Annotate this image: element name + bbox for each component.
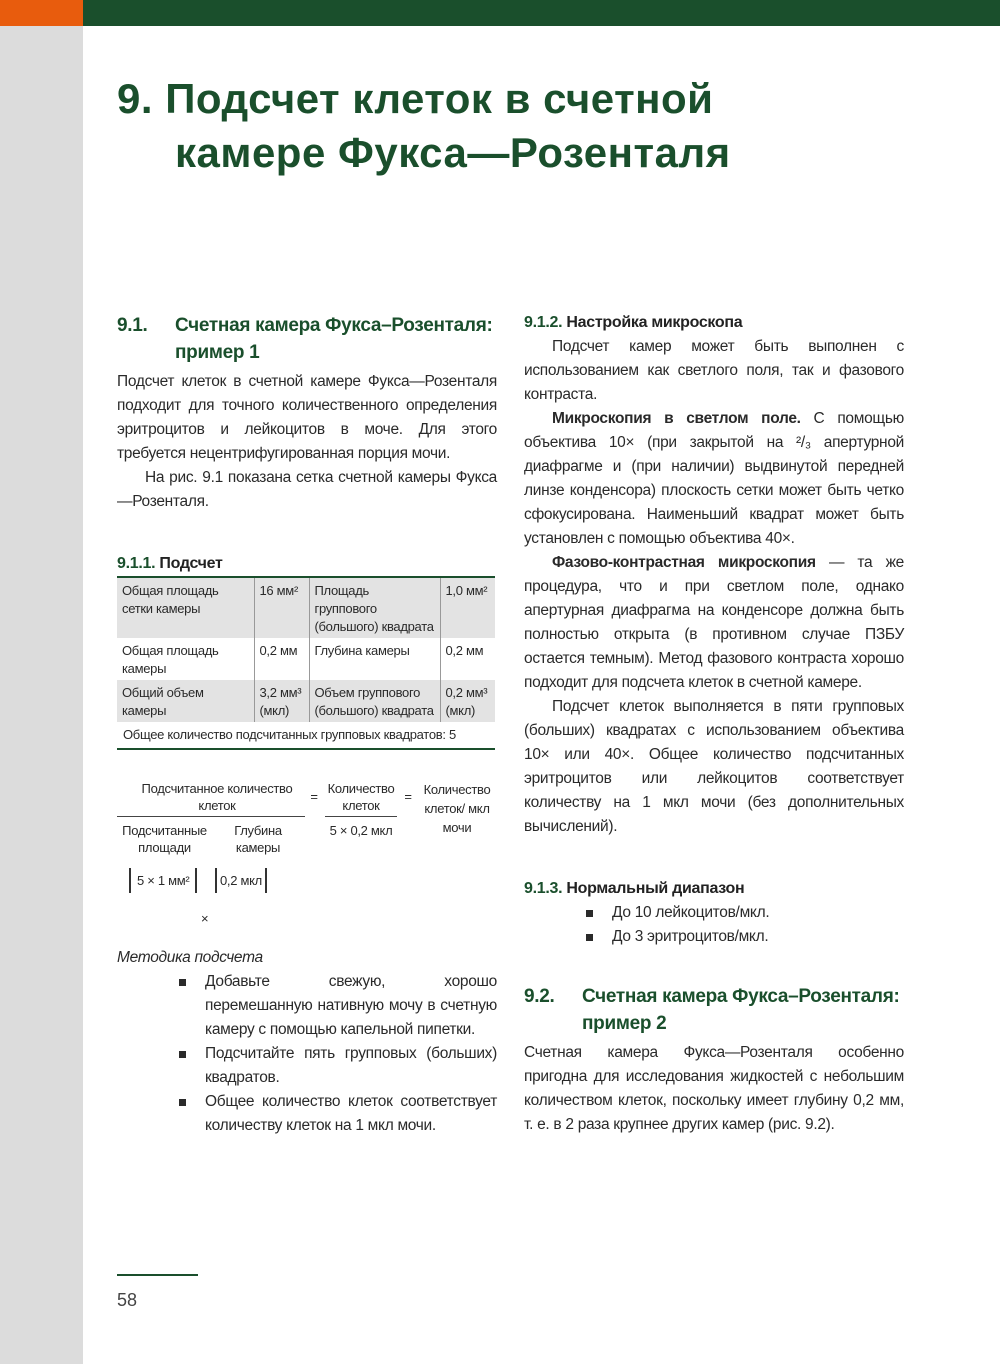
list-item: Общее количество клеток соответствует количеству клеток на 1 мкл мочи. — [175, 1090, 497, 1138]
orange-corner-bar — [0, 0, 83, 26]
right-column — [524, 311, 904, 1137]
paragraph: Подсчет камер может быть выполнен с использованием как светлого поля, так и фазового контраста. — [524, 338, 904, 403]
method-list — [175, 970, 497, 1138]
list-item: Подсчитайте пять групповых (больших) квадратов. — [175, 1042, 497, 1090]
table-row: Общий объем камеры 3,2 мм³ (мкл) Объем группового (большого) квадрата 0,2 мм³ (мкл) — [117, 680, 495, 722]
section-9-1-3-heading: 9.1.3. Нормальный диапазон — [524, 880, 745, 897]
side-margin — [0, 26, 83, 1364]
chamber-parameters-table — [117, 576, 495, 750]
table-row: Общая площадь камеры 0,2 мм Глубина камеры 0,2 мм — [117, 638, 495, 680]
section-9-2-heading: 9.2. Счетная камера Фукса–Розенталя: пример 2 — [524, 986, 900, 1034]
method-title: Методика подсчета — [117, 949, 263, 966]
paragraph: Подсчет клеток в счетной камере Фукса—Розенталя подходит для точного количественного определения эритроцитов и лейкоцитов в моче. Для этого требуется нецентрифугированная порция мочи. — [117, 373, 497, 462]
section-9-1-heading: 9.1. Счетная камера Фукса–Розенталя: пример 1 — [117, 315, 493, 363]
green-header-bar — [83, 0, 1000, 26]
footer-rule — [117, 1274, 198, 1276]
count-formula: Подсчитанное количество клеток Подсчитанные площади Глубина камеры = Количество клеток 5 × 0,2 мкл = Количество клеток/ мкл мочи 5 × 1 мм² 0,2 мкл × — [117, 780, 497, 950]
paragraph: Подсчет клеток выполняется в пяти групповых (больших) квадратах с использованием объектива 10× или 40×. Общее количество подсчитанных эритроцитов или лейкоцитов соответствует количеству на 1 мкл мочи (без дополнительных вычислений). — [524, 698, 904, 835]
table-row: Общая площадь сетки камеры 16 мм² Площадь группового (большого) квадрата 1,0 мм² — [117, 577, 495, 638]
page-number: 58 — [117, 1290, 138, 1310]
paragraph: Счетная камера Фукса—Розенталя особенно пригодна для исследования жидкостей с небольшим количеством клеток, поскольку имеет глубину 0,2 мм, т. е. в 2 раза крупнее других камер (рис. 9.2). — [524, 1044, 904, 1133]
chapter-title: 9. Подсчет клеток в счетной камере Фукса—Розенталя — [117, 75, 731, 176]
paragraph: На рис. 9.1 показана сетка счетной камеры Фукса—Розенталя. — [117, 469, 497, 510]
section-9-1-2-heading: 9.1.2. Настройка микроскопа — [524, 314, 743, 331]
normal-range-list — [582, 901, 904, 949]
section-9-1-1-heading: 9.1.1. Подсчет — [117, 555, 223, 572]
paragraph: Фазово-контрастная микроскопия — та же процедура, что и при светлом поле, однако апертурная диафрагма на конденсоре должна быть полностью открыта (в противном случае ПЗБУ остается темным). Метод фазового контраста хорошо подходит для подсчета клеток в счетной камере. — [524, 554, 904, 691]
list-item: До 3 эритроцитов/мкл. — [582, 925, 904, 949]
list-item: Добавьте свежую, хорошо перемешанную нативную мочу в счетную камеру с помощью капельной пипетки. — [175, 970, 497, 1042]
table-footer-row: Общее количество подсчитанных групповых квадратов: 5 — [117, 722, 495, 749]
paragraph: Микроскопия в светлом поле. С помощью объектива 10× (при закрытой на ²/₃ апертурной диафрагме и (при наличии) выдвинутой передней линзе конденсора) плоскость сетки может быть четко сфокусирована. Наименьший квадрат может быть установлен с помощью объектива 40×. — [524, 410, 904, 547]
list-item: До 10 лейкоцитов/мкл. — [582, 901, 904, 925]
left-column — [117, 312, 497, 1138]
